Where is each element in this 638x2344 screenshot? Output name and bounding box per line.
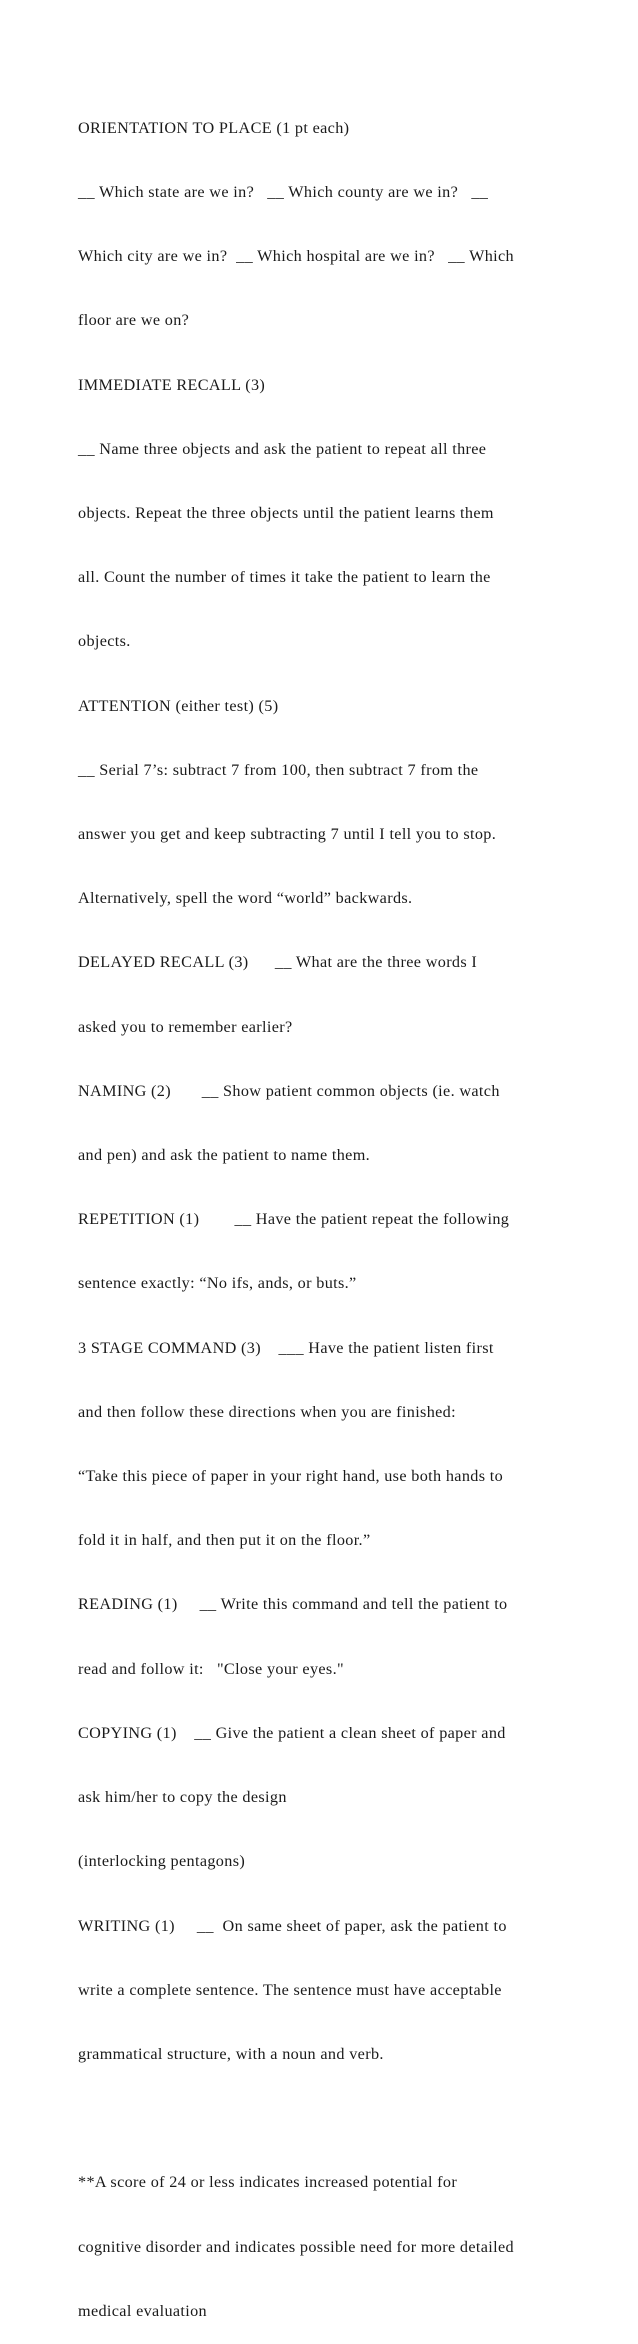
score-note-line: cognitive disorder and indicates possible need for more detailed	[78, 2237, 514, 2256]
text-line: and then follow these directions when you are finished:	[78, 1402, 456, 1421]
text-line: answer you get and keep subtracting 7 until I tell you to stop.	[78, 825, 497, 844]
text-line: fold it in half, and then put it on the floor.”	[78, 1531, 371, 1550]
text-line: write a complete sentence. The sentence must have acceptable	[78, 1980, 502, 1999]
text-line: (interlocking pentagons)	[78, 1852, 246, 1871]
section-heading-repetition: REPETITION (1) __ Have the patient repeat the following	[78, 1210, 510, 1229]
text-line: asked you to remember earlier?	[78, 1017, 293, 1036]
text-line: all. Count the number of times it take the patient to learn the	[78, 568, 491, 587]
section-heading-naming: NAMING (2) __ Show patient common objects (ie. watch	[78, 1081, 500, 1100]
text-line: grammatical structure, with a noun and verb.	[78, 2044, 384, 2063]
section-heading-writing: WRITING (1) __ On same sheet of paper, ask the patient to	[78, 1916, 507, 1935]
text-line: ask him/her to copy the design	[78, 1788, 287, 1807]
section-heading-copying: COPYING (1) __ Give the patient a clean sheet of paper and	[78, 1723, 506, 1742]
section-heading-immediate-recall: IMMEDIATE RECALL (3)	[78, 375, 266, 394]
text-line: __ Name three objects and ask the patient to repeat all three	[78, 439, 487, 458]
score-note-line: **A score of 24 or less indicates increased potential for	[78, 2173, 458, 2192]
text-line: __ Serial 7’s: subtract 7 from 100, then subtract 7 from the	[78, 760, 479, 779]
section-heading-orientation: ORIENTATION TO PLACE (1 pt each)	[78, 118, 350, 137]
text-line: “Take this piece of paper in your right hand, use both hands to	[78, 1467, 504, 1486]
text-line: sentence exactly: “No ifs, ands, or buts.”	[78, 1274, 357, 1293]
section-heading-reading: READING (1) __ Write this command and tell the patient to	[78, 1595, 508, 1614]
document-body	[78, 75, 623, 2344]
text-line: objects.	[78, 632, 131, 651]
text-line: read and follow it: "Close your eyes."	[78, 1659, 344, 1678]
text-line: Alternatively, spell the word “world” backwards.	[78, 889, 413, 908]
text-line: Which city are we in? __ Which hospital are we in? __ Which	[78, 247, 514, 266]
section-heading-attention: ATTENTION (either test) (5)	[78, 696, 279, 715]
blank-line	[78, 2108, 623, 2129]
text-line: floor are we on?	[78, 311, 190, 330]
text-line: and pen) and ask the patient to name them.	[78, 1146, 371, 1165]
text-line: __ Which state are we in? __ Which county are we in? __	[78, 183, 489, 202]
text-line: objects. Repeat the three objects until the patient learns them	[78, 504, 494, 523]
section-heading-3-stage-command: 3 STAGE COMMAND (3) ___ Have the patient listen first	[78, 1338, 494, 1357]
section-heading-delayed-recall: DELAYED RECALL (3) __ What are the three words I	[78, 953, 478, 972]
score-note-line: medical evaluation	[78, 2301, 208, 2320]
